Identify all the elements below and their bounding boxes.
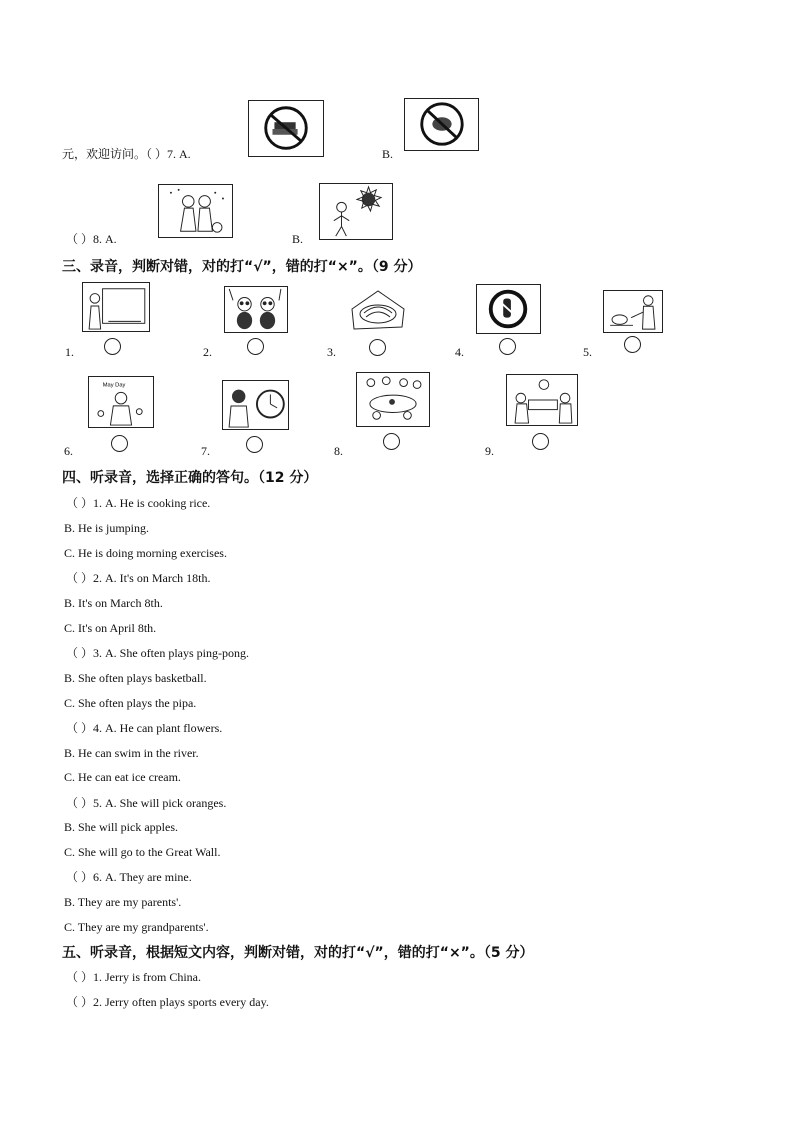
section3-item-number: 2. — [203, 345, 212, 359]
option-line: C. It's on April 8th. — [64, 621, 157, 635]
answer-circle-8[interactable] — [383, 433, 400, 450]
answer-circle-7[interactable] — [246, 436, 263, 453]
q7-option-b: B. — [382, 147, 394, 161]
no-touching-sign-icon — [477, 285, 540, 333]
answer-circle-5[interactable] — [624, 336, 641, 353]
sunny-boy-picture — [319, 183, 393, 240]
children-in-snow-icon — [159, 185, 232, 237]
may-day-boy-icon — [89, 377, 153, 427]
option-line: C. He can eat ice cream. — [64, 770, 181, 784]
pandas-icon — [225, 287, 287, 332]
may-day-caption: May Day — [102, 382, 126, 389]
family-at-table-icon — [507, 375, 577, 425]
section3-item-number: 5. — [583, 345, 592, 359]
section4-heading: 四、听录音，选择正确的答句。（12 分） — [62, 470, 318, 486]
boy-with-clock-icon — [223, 381, 288, 429]
option-line: B. He can swim in the river. — [64, 746, 199, 760]
section3-picture-8 — [356, 372, 430, 427]
boy-in-sun-icon — [320, 184, 392, 239]
section3-item-number: 7. — [201, 444, 210, 458]
answer-circle-1[interactable] — [104, 338, 121, 355]
option-line: B. He is jumping. — [64, 521, 150, 535]
section3-picture-6 — [88, 376, 154, 428]
food-dish-icon — [348, 287, 407, 334]
option-line: B. They are my parents'. — [64, 895, 182, 909]
option-line: B. She often plays basketball. — [64, 671, 207, 685]
answer-circle-3[interactable] — [369, 339, 386, 356]
answer-circle-4[interactable] — [499, 338, 516, 355]
question-line: （ ）1. A. He is cooking rice. — [66, 496, 211, 510]
section3-picture-7 — [222, 380, 289, 430]
section3-picture-1 — [82, 282, 150, 332]
section3-picture-3 — [348, 287, 407, 334]
teacher-at-blackboard-icon — [83, 283, 149, 331]
section3-item-number: 1. — [65, 345, 74, 359]
answer-circle-9[interactable] — [532, 433, 549, 450]
section5-heading: 五、听录音，根据短文内容，判断对错，对的打“√”，错的打“×”。（5 分） — [62, 945, 534, 961]
question-line: （ ）4. A. He can plant flowers. — [66, 721, 223, 735]
question-line: （ ）2. A. It's on March 18th. — [66, 571, 211, 585]
section3-item-number: 6. — [64, 444, 73, 458]
section3-item-number: 8. — [334, 444, 343, 458]
q7-prefix: 元，欢迎访问。（ ）7. A. — [62, 147, 191, 161]
option-line: C. He is doing morning exercises. — [64, 546, 227, 560]
question-line: （ ）6. A. They are mine. — [66, 870, 192, 884]
option-line: C. She will go to the Great Wall. — [64, 845, 221, 859]
picnic-group-icon — [357, 373, 429, 426]
answer-circle-6[interactable] — [111, 435, 128, 452]
section3-heading: 三、录音，判断对错，对的打“√”，错的打“×”。（9 分） — [62, 259, 422, 275]
option-line: B. It's on March 8th. — [64, 596, 163, 610]
no-books-sign-picture — [248, 100, 324, 157]
section3-item-number: 9. — [485, 444, 494, 458]
question-line: （ ）5. A. She will pick oranges. — [66, 796, 227, 810]
cooking-woman-icon — [604, 291, 662, 332]
section3-picture-9 — [506, 374, 578, 426]
q8-prefix: （ ）8. A. — [66, 232, 117, 246]
question-line: （ ）2. Jerry often plays sports every day. — [66, 995, 269, 1009]
no-food-sign-picture — [404, 98, 479, 151]
option-line: B. She will pick apples. — [64, 820, 178, 834]
section3-item-number: 4. — [455, 345, 464, 359]
section3-item-number: 3. — [327, 345, 336, 359]
answer-circle-2[interactable] — [247, 338, 264, 355]
option-line: C. She often plays the pipa. — [64, 696, 197, 710]
q8-option-b: B. — [292, 232, 304, 246]
question-line: （ ）3. A. She often plays ping-pong. — [66, 646, 249, 660]
section3-picture-4 — [476, 284, 541, 334]
snow-children-picture — [158, 184, 233, 238]
section3-picture-2 — [224, 286, 288, 333]
option-line: C. They are my grandparents'. — [64, 920, 209, 934]
section3-picture-5 — [603, 290, 663, 333]
prohibition-food-icon — [405, 99, 478, 150]
question-line: （ ）1. Jerry is from China. — [66, 970, 201, 984]
prohibition-books-icon — [249, 101, 323, 156]
